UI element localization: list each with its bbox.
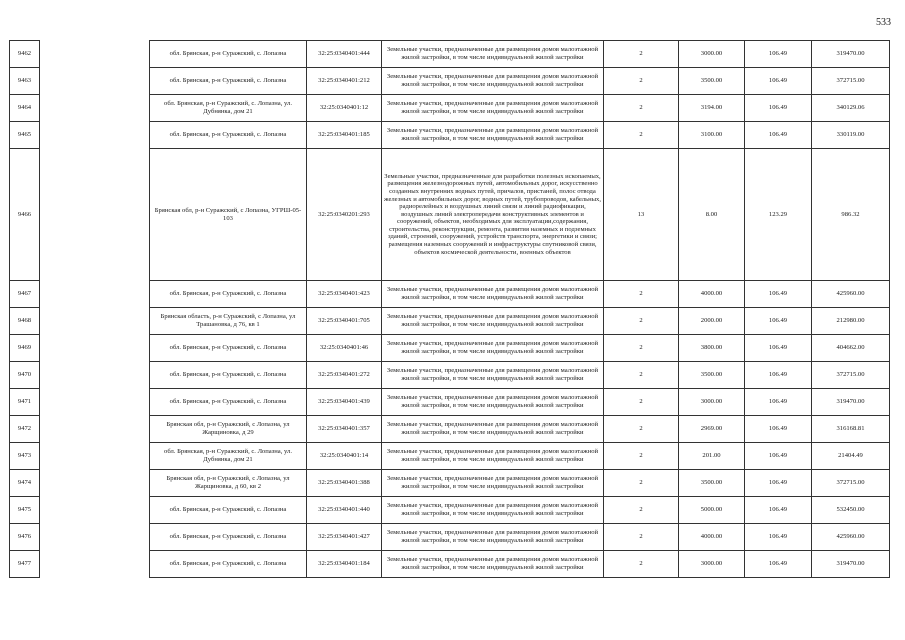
cadastral-number-cell: 32:25:0340401:212 <box>307 68 382 95</box>
table-row <box>10 68 890 95</box>
value-cell: 372715.00 <box>812 470 890 497</box>
rate-cell: 106.49 <box>745 122 812 149</box>
cadastral-number-cell: 32:25:0340401:439 <box>307 389 382 416</box>
group-number-cell: 2 <box>604 281 679 308</box>
value-cell: 425960.00 <box>812 281 890 308</box>
address-cell: Брянская обл, р-н Суражский, с Лопазна, ул Жарщиновка, д 60, кв 2 <box>150 470 307 497</box>
spacer-cell <box>40 497 150 524</box>
rate-cell: 106.49 <box>745 470 812 497</box>
table-row <box>10 335 890 362</box>
area-cell: 4000.00 <box>679 524 745 551</box>
address-cell: обл. Брянская, р-н Суражский, с. Лопазна <box>150 389 307 416</box>
table-row <box>10 551 890 578</box>
land-purpose-cell: Земельные участки, предназначенные для размещения домов малоэтажной жилой застройки, в том числе индивидуальной жилой застройки <box>382 335 604 362</box>
address-cell: обл. Брянская, р-н Суражский, с. Лопазна, ул. Дубнянка, дом 21 <box>150 443 307 470</box>
spacer-cell <box>40 443 150 470</box>
group-number-cell: 2 <box>604 41 679 68</box>
area-cell: 3100.00 <box>679 122 745 149</box>
land-purpose-cell: Земельные участки, предназначенные для размещения домов малоэтажной жилой застройки, в том числе индивидуальной жилой застройки <box>382 497 604 524</box>
rate-cell: 106.49 <box>745 443 812 470</box>
row-number-cell: 9474 <box>10 470 40 497</box>
table-row <box>10 41 890 68</box>
rate-cell: 106.49 <box>745 551 812 578</box>
land-purpose-cell: Земельные участки, предназначенные для размещения домов малоэтажной жилой застройки, в том числе индивидуальной жилой застройки <box>382 308 604 335</box>
rate-cell: 106.49 <box>745 41 812 68</box>
land-purpose-cell: Земельные участки, предназначенные для размещения домов малоэтажной жилой застройки, в том числе индивидуальной жилой застройки <box>382 389 604 416</box>
area-cell: 3500.00 <box>679 470 745 497</box>
land-purpose-cell: Земельные участки, предназначенные для размещения домов малоэтажной жилой застройки, в том числе индивидуальной жилой застройки <box>382 95 604 122</box>
land-purpose-cell: Земельные участки, предназначенные для разработки полезных ископаемых, размещения железнодорожных путей, автомобильных дорог, искусственно созданных внутренних водных путей, причалов, пристаней, полос отвода железных и автомобильных дорог, водных путей, трубопроводов, кабельных, радиорелейных и воздушных линий связи и линий радиофикации, воздушных линий электропередачи конструктивных элементов и сооружений, объектов, необходимых для эксплуатации,содержания, строительства, реконструкции, ремонта, развития наземных и подземных зданий, строений, сооружений, устройств транспорта, энергетики и связи; размещения наземных сооружений и инфраструктуры спутниковой связи, объектов космической деятельности, военных объектов <box>382 149 604 281</box>
table-row <box>10 281 890 308</box>
spacer-cell <box>40 149 150 281</box>
row-number-cell: 9464 <box>10 95 40 122</box>
row-number-cell: 9465 <box>10 122 40 149</box>
cadastral-number-cell: 32:25:0340401:272 <box>307 362 382 389</box>
group-number-cell: 2 <box>604 389 679 416</box>
address-cell: обл. Брянская, р-н Суражский, с. Лопазна <box>150 68 307 95</box>
area-cell: 8.00 <box>679 149 745 281</box>
land-purpose-cell: Земельные участки, предназначенные для размещения домов малоэтажной жилой застройки, в том числе индивидуальной жилой застройки <box>382 524 604 551</box>
value-cell: 21404.49 <box>812 443 890 470</box>
rate-cell: 106.49 <box>745 497 812 524</box>
address-cell: обл. Брянская, р-н Суражский, с. Лопазна <box>150 524 307 551</box>
row-number-cell: 9467 <box>10 281 40 308</box>
table-row <box>10 122 890 149</box>
group-number-cell: 2 <box>604 416 679 443</box>
land-plots-table <box>9 40 890 578</box>
cadastral-number-cell: 32:25:0340401:388 <box>307 470 382 497</box>
table-row <box>10 443 890 470</box>
spacer-cell <box>40 95 150 122</box>
rate-cell: 106.49 <box>745 389 812 416</box>
area-cell: 5000.00 <box>679 497 745 524</box>
address-cell: обл. Брянская, р-н Суражский, с. Лопазна <box>150 335 307 362</box>
area-cell: 3800.00 <box>679 335 745 362</box>
value-cell: 372715.00 <box>812 68 890 95</box>
value-cell: 425960.00 <box>812 524 890 551</box>
value-cell: 212980.00 <box>812 308 890 335</box>
value-cell: 319470.00 <box>812 41 890 68</box>
spacer-cell <box>40 470 150 497</box>
group-number-cell: 2 <box>604 308 679 335</box>
table-row <box>10 416 890 443</box>
group-number-cell: 2 <box>604 470 679 497</box>
row-number-cell: 9468 <box>10 308 40 335</box>
address-cell: обл. Брянская, р-н Суражский, с. Лопазна <box>150 281 307 308</box>
cadastral-number-cell: 32:25:0340401:12 <box>307 95 382 122</box>
rate-cell: 106.49 <box>745 524 812 551</box>
table-body <box>10 41 890 578</box>
cadastral-number-cell: 32:25:0340401:444 <box>307 41 382 68</box>
land-purpose-cell: Земельные участки, предназначенные для размещения домов малоэтажной жилой застройки, в том числе индивидуальной жилой застройки <box>382 416 604 443</box>
cadastral-number-cell: 32:25:0340401:705 <box>307 308 382 335</box>
area-cell: 3000.00 <box>679 41 745 68</box>
group-number-cell: 2 <box>604 95 679 122</box>
rate-cell: 106.49 <box>745 416 812 443</box>
area-cell: 3000.00 <box>679 389 745 416</box>
spacer-cell <box>40 41 150 68</box>
row-number-cell: 9476 <box>10 524 40 551</box>
cadastral-number-cell: 32:25:0340401:14 <box>307 443 382 470</box>
spacer-cell <box>40 389 150 416</box>
group-number-cell: 2 <box>604 68 679 95</box>
row-number-cell: 9469 <box>10 335 40 362</box>
rate-cell: 106.49 <box>745 68 812 95</box>
spacer-cell <box>40 551 150 578</box>
table-row <box>10 389 890 416</box>
value-cell: 316168.81 <box>812 416 890 443</box>
land-purpose-cell: Земельные участки, предназначенные для размещения домов малоэтажной жилой застройки, в том числе индивидуальной жилой застройки <box>382 122 604 149</box>
spacer-cell <box>40 335 150 362</box>
area-cell: 2000.00 <box>679 308 745 335</box>
rate-cell: 123.29 <box>745 149 812 281</box>
cadastral-number-cell: 32:25:0340401:423 <box>307 281 382 308</box>
value-cell: 319470.00 <box>812 389 890 416</box>
address-cell: обл. Брянская, р-н Суражский, с. Лопазна <box>150 362 307 389</box>
spacer-cell <box>40 308 150 335</box>
value-cell: 330119.00 <box>812 122 890 149</box>
address-cell: обл. Брянская, р-н Суражский, с. Лопазна <box>150 551 307 578</box>
group-number-cell: 2 <box>604 362 679 389</box>
value-cell: 986.32 <box>812 149 890 281</box>
table-row <box>10 362 890 389</box>
land-purpose-cell: Земельные участки, предназначенные для размещения домов малоэтажной жилой застройки, в том числе индивидуальной жилой застройки <box>382 281 604 308</box>
land-purpose-cell: Земельные участки, предназначенные для размещения домов малоэтажной жилой застройки, в том числе индивидуальной жилой застройки <box>382 68 604 95</box>
area-cell: 3500.00 <box>679 68 745 95</box>
table-row <box>10 470 890 497</box>
table-row <box>10 149 890 281</box>
table-row <box>10 308 890 335</box>
row-number-cell: 9470 <box>10 362 40 389</box>
value-cell: 319470.00 <box>812 551 890 578</box>
group-number-cell: 2 <box>604 524 679 551</box>
spacer-cell <box>40 281 150 308</box>
spacer-cell <box>40 68 150 95</box>
area-cell: 3194.00 <box>679 95 745 122</box>
land-purpose-cell: Земельные участки, предназначенные для размещения домов малоэтажной жилой застройки, в том числе индивидуальной жилой застройки <box>382 41 604 68</box>
land-purpose-cell: Земельные участки, предназначенные для размещения домов малоэтажной жилой застройки, в том числе индивидуальной жилой застройки <box>382 443 604 470</box>
row-number-cell: 9462 <box>10 41 40 68</box>
value-cell: 372715.00 <box>812 362 890 389</box>
spacer-cell <box>40 524 150 551</box>
rate-cell: 106.49 <box>745 335 812 362</box>
row-number-cell: 9477 <box>10 551 40 578</box>
cadastral-number-cell: 32:25:0340401:357 <box>307 416 382 443</box>
group-number-cell: 2 <box>604 443 679 470</box>
row-number-cell: 9475 <box>10 497 40 524</box>
page-number: 533 <box>876 17 891 28</box>
address-cell: обл. Брянская, р-н Суражский, с. Лопазна <box>150 497 307 524</box>
value-cell: 404662.00 <box>812 335 890 362</box>
rate-cell: 106.49 <box>745 308 812 335</box>
value-cell: 532450.00 <box>812 497 890 524</box>
rate-cell: 106.49 <box>745 95 812 122</box>
address-cell: Брянская обл, р-н Суражский, с Лопазна, УГРШ-05-103 <box>150 149 307 281</box>
group-number-cell: 2 <box>604 335 679 362</box>
rate-cell: 106.49 <box>745 362 812 389</box>
cadastral-number-cell: 32:25:0340401:427 <box>307 524 382 551</box>
area-cell: 4000.00 <box>679 281 745 308</box>
area-cell: 3000.00 <box>679 551 745 578</box>
table-row <box>10 524 890 551</box>
address-cell: Брянская область, р-н Суражский, с Лопазна, ул Трашановка, д 76, кв 1 <box>150 308 307 335</box>
rate-cell: 106.49 <box>745 281 812 308</box>
spacer-cell <box>40 416 150 443</box>
land-purpose-cell: Земельные участки, предназначенные для размещения домов малоэтажной жилой застройки, в том числе индивидуальной жилой застройки <box>382 470 604 497</box>
address-cell: обл. Брянская, р-н Суражский, с. Лопазна <box>150 41 307 68</box>
address-cell: обл. Брянская, р-н Суражский, с. Лопазна <box>150 122 307 149</box>
land-purpose-cell: Земельные участки, предназначенные для размещения домов малоэтажной жилой застройки, в том числе индивидуальной жилой застройки <box>382 362 604 389</box>
address-cell: обл. Брянская, р-н Суражский, с. Лопазна, ул. Дубнянка, дом 21 <box>150 95 307 122</box>
cadastral-number-cell: 32:25:0340401:185 <box>307 122 382 149</box>
row-number-cell: 9466 <box>10 149 40 281</box>
group-number-cell: 13 <box>604 149 679 281</box>
spacer-cell <box>40 122 150 149</box>
cadastral-number-cell: 32:25:0340401:184 <box>307 551 382 578</box>
land-purpose-cell: Земельные участки, предназначенные для размещения домов малоэтажной жилой застройки, в том числе индивидуальной жилой застройки <box>382 551 604 578</box>
cadastral-number-cell: 32:25:0340201:293 <box>307 149 382 281</box>
table-row <box>10 497 890 524</box>
cadastral-number-cell: 32:25:0340401:46 <box>307 335 382 362</box>
row-number-cell: 9472 <box>10 416 40 443</box>
area-cell: 2969.00 <box>679 416 745 443</box>
value-cell: 340129.06 <box>812 95 890 122</box>
row-number-cell: 9473 <box>10 443 40 470</box>
spacer-cell <box>40 362 150 389</box>
area-cell: 3500.00 <box>679 362 745 389</box>
row-number-cell: 9471 <box>10 389 40 416</box>
group-number-cell: 2 <box>604 551 679 578</box>
table-row <box>10 95 890 122</box>
area-cell: 201.00 <box>679 443 745 470</box>
group-number-cell: 2 <box>604 497 679 524</box>
cadastral-number-cell: 32:25:0340401:440 <box>307 497 382 524</box>
group-number-cell: 2 <box>604 122 679 149</box>
row-number-cell: 9463 <box>10 68 40 95</box>
address-cell: Брянская обл, р-н Суражский, с Лопазна, ул Жарщиновка, д 29 <box>150 416 307 443</box>
